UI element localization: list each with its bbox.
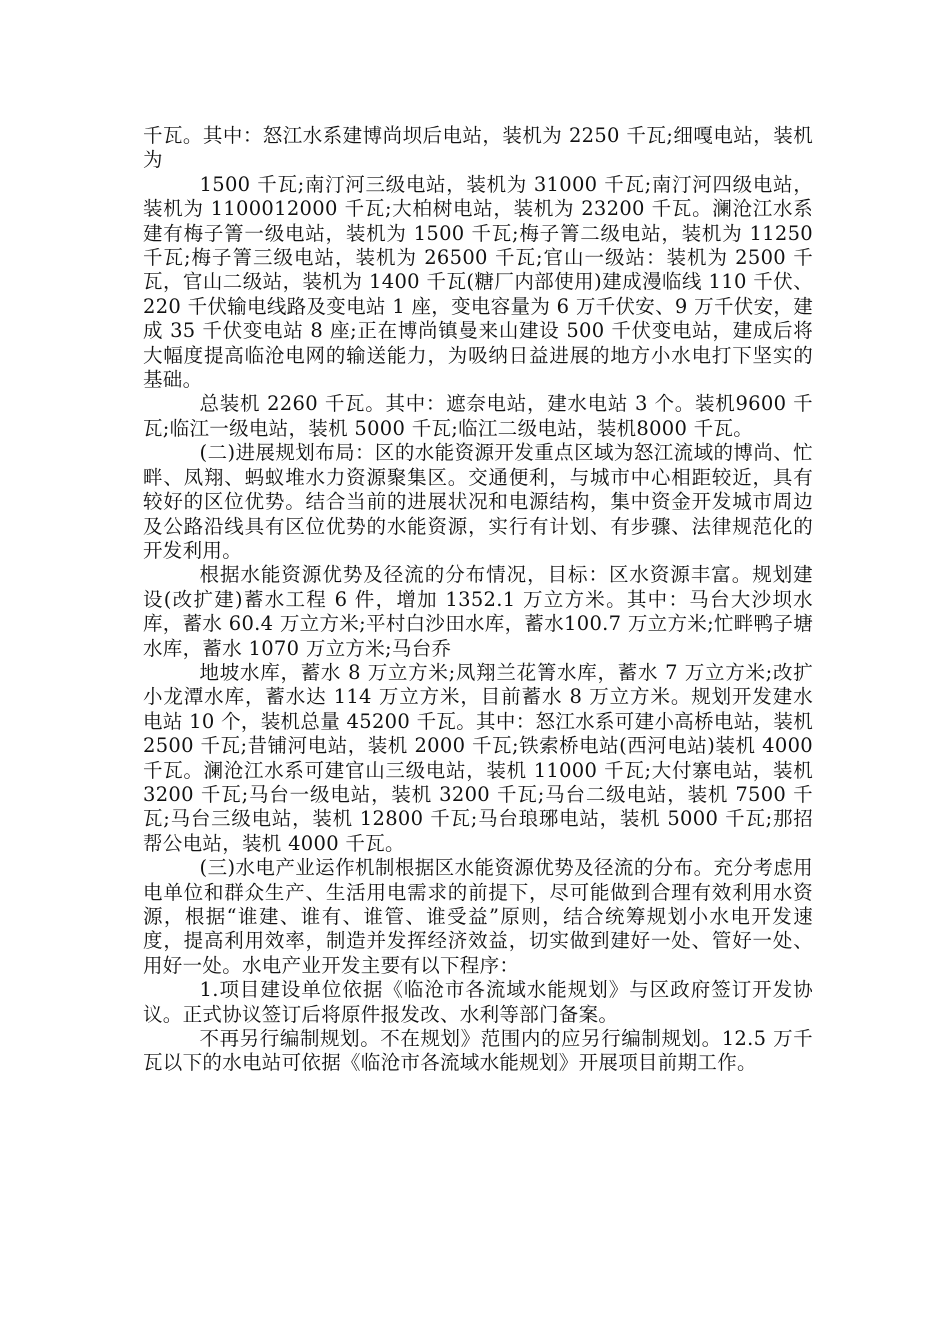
- paragraph-9: 不再另行编制规划。不在规划》范围内的应另行编制规划。12.5 万千瓦以下的水电站可依据《临沧市各流域水能规划》开展项目前期工作。: [143, 1027, 813, 1075]
- paragraph-7: (三)水电产业运作机制根据区水能资源优势及径流的分布。充分考虑用电单位和群众生产、生活用电需求的前提下，尽可能做到合理有效利用水资源，根据“谁建、谁有、谁管、谁受益”原则，结合统筹规划小水电开发速度，提高利用效率，制造并发挥经济效益，切实做到建好一处、管好一处、用好一处。水电产业开发主要有以下程序：: [143, 856, 813, 977]
- paragraph-8: 1.项目建设单位依据《临沧市各流域水能规划》与区政府签订开发协议。正式协议签订后将原件报发改、水利等部门备案。: [143, 978, 813, 1026]
- paragraph-4: (二)进展规划布局：区的水能资源开发重点区域为怒江流域的博尚、忙畔、凤翔、蚂蚁堆水力资源聚集区。交通便利，与城市中心相距较近，具有较好的区位优势。结合当前的进展状况和电源结构，集中资金开发城市周边及公路沿线具有区位优势的水能资源，实行有计划、有步骤、法律规范化的开发利用。: [143, 441, 813, 562]
- paragraph-3: 总装机 2260 千瓦。其中：遮奈电站，建水电站 3 个。装机9600 千瓦;临江一级电站，装机 5000 千瓦;临江二级电站，装机8000 千瓦。: [143, 392, 813, 440]
- paragraph-5: 根据水能资源优势及径流的分布情况，目标：区水资源丰富。规划建设(改扩建)蓄水工程 6 件，增加 1352.1 万立方米。其中：马台大沙坝水库，蓄水 60.4 万立方米;平村白沙田水库，蓄水100.7 万立方米;忙畔鸭子塘水库，蓄水 1070 万立方米;马台乔: [143, 563, 813, 660]
- paragraph-6: 地坡水库，蓄水 8 万立方米;凤翔兰花箐水库，蓄水 7 万立方米;改扩小龙潭水库，蓄水达 114 万立方米，目前蓄水 8 万立方米。规划开发建水电站 10 个，装机总量 45200 千瓦。其中：怒江水系可建小高桥电站，装机 2500 千瓦;昔铺河电站，装机 2000 千瓦;铁索桥电站(西河电站)装机 4000 千瓦。澜沧江水系可建官山三级电站，装机 11000 千瓦;大付寨电站，装机 3200 千瓦;马台一级电站，装机 3200 千瓦;马台二级电站，装机 7500 千瓦;马台三级电站，装机 12800 千瓦;马台琅琊电站，装机 5000 千瓦;那招帮公电站，装机 4000 千瓦。: [143, 660, 813, 855]
- document-body: [143, 124, 813, 1076]
- paragraph-1: 千瓦。其中：怒江水系建博尚坝后电站，装机为 2250 千瓦;细嘎电站，装机为: [143, 124, 813, 172]
- paragraph-2: 1500 千瓦;南汀河三级电站，装机为 31000 千瓦;南汀河四级电站，装机为 1100012000 千瓦;大柏树电站，装机为 23200 千瓦。澜沧江水系建有梅子箐一级电站，装机为 1500 千瓦;梅子箐二级电站，装机为 11250 千瓦;梅子箐三级电站，装机为 26500 千瓦;官山一级站：装机为 2500 千瓦，官山二级站，装机为 1400 千瓦(糖厂内部使用)建成漫临线 110 千伏、220 千伏输电线路及变电站 1 座，变电容量为 6 万千伏安、9 万千伏安，建成 35 千伏变电站 8 座;正在博尚镇曼来山建设 500 千伏变电站，建成后将大幅度提高临沧电网的输送能力，为吸纳日益进展的地方小水电打下坚实的基础。: [143, 172, 813, 392]
